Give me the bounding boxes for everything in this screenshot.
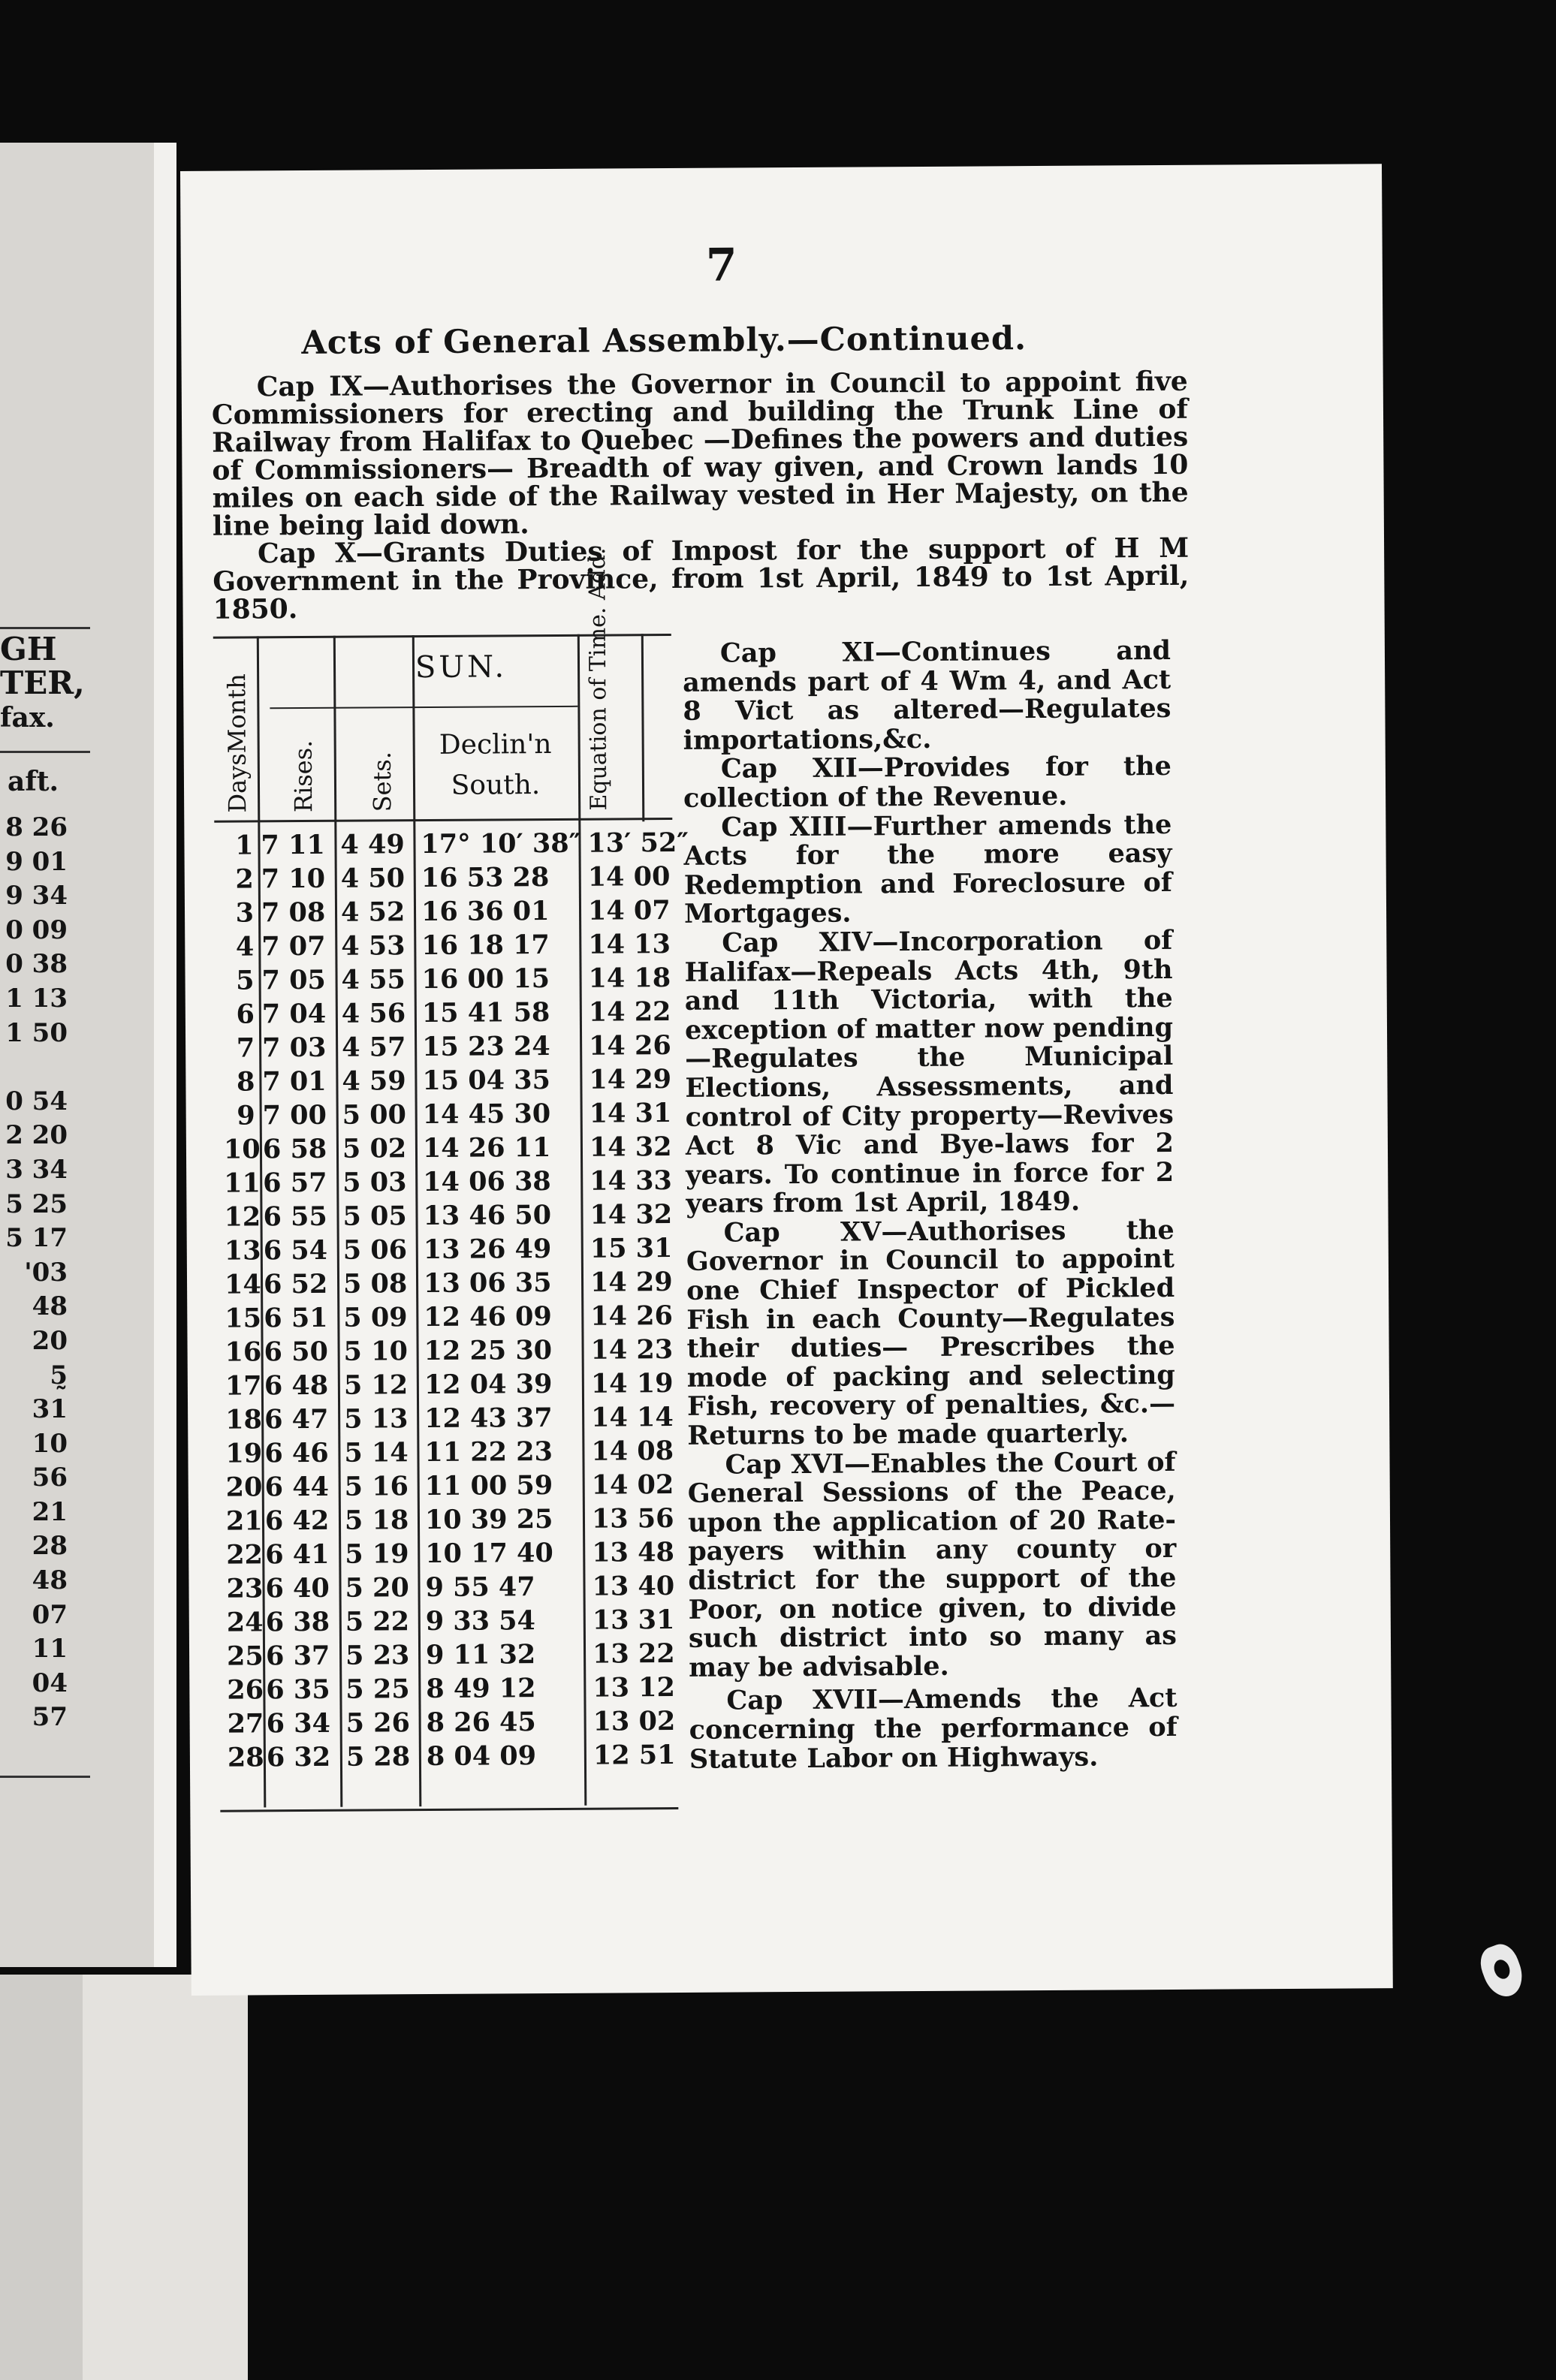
declination-cell: 16 18 17 — [421, 929, 550, 962]
day-cell: 24 — [226, 1607, 264, 1638]
left-page-value: 3 34 — [5, 1154, 68, 1185]
sets-cell: 5 02 — [342, 1133, 407, 1164]
left-page-value: 48 — [32, 1291, 68, 1322]
left-page-value: 07 — [32, 1599, 68, 1630]
cap-xv-paragraph: Cap XV—Authorises the Governor in Council to appoint one Chief Inspector of Pickled Fish in each County—Regulates their duties— Prescribes the mode of packing and selecting Fish, recovery of penalties, &c.—Returns to be made quarterly. — [686, 1214, 1176, 1451]
rises-header: Rises. — [288, 740, 318, 813]
rises-cell: 6 54 — [263, 1234, 328, 1267]
declination-cell: 11 00 59 — [424, 1470, 553, 1502]
left-page-value: 9 01 — [5, 846, 68, 877]
table-row — [219, 1672, 677, 1709]
declination-cell: 12 04 39 — [424, 1369, 553, 1401]
sets-cell: 4 50 — [340, 863, 406, 894]
day-cell: 4 — [235, 931, 255, 963]
sets-cell: 4 55 — [341, 964, 406, 996]
page-gutter — [154, 143, 176, 1967]
declination-cell: 9 11 32 — [425, 1639, 536, 1671]
rises-cell: 7 05 — [261, 964, 326, 996]
table-row — [215, 929, 673, 966]
left-page-bottom-shade — [0, 1975, 83, 2380]
declination-cell: 12 25 30 — [424, 1335, 553, 1367]
day-cell: 3 — [235, 897, 255, 929]
left-page-rule-3 — [0, 1776, 90, 1778]
table-row — [217, 1233, 675, 1270]
left-page-heading-3: fax. — [0, 702, 55, 734]
day-cell: 15 — [225, 1303, 262, 1334]
sets-cell: 5 05 — [342, 1201, 407, 1232]
sets-cell: 5 00 — [342, 1099, 407, 1131]
right-column-paragraphs — [683, 634, 1178, 1775]
equation-cell: 14 18 — [588, 963, 671, 994]
table-row — [217, 1300, 675, 1337]
sets-cell: 5 09 — [343, 1302, 408, 1333]
equation-cell: 14 08 — [591, 1436, 674, 1467]
left-page-value: 5 17 — [5, 1223, 68, 1254]
equation-cell: 14 29 — [589, 1064, 672, 1095]
equation-header: Equation of Time. Add. — [584, 547, 613, 811]
sets-cell: 5 14 — [344, 1437, 409, 1469]
rises-cell: 6 55 — [263, 1201, 327, 1233]
sun-header: SUN. — [415, 649, 508, 685]
sets-cell: 5 08 — [342, 1268, 408, 1300]
declination-cell: 8 49 12 — [426, 1673, 536, 1705]
page-number: 7 — [705, 239, 737, 292]
table-row — [216, 1064, 674, 1101]
table-row — [217, 1334, 675, 1371]
equation-cell: 14 22 — [588, 996, 671, 1028]
equation-cell: 13′ 52″ — [587, 827, 689, 859]
left-page-value: '03 — [24, 1257, 68, 1288]
declination-cell: 15 41 58 — [421, 997, 550, 1029]
sets-cell: 4 56 — [341, 998, 406, 1029]
declination-cell: 11 22 23 — [424, 1436, 553, 1469]
rises-cell: 6 42 — [264, 1505, 330, 1537]
left-page-value: 21 — [32, 1496, 68, 1527]
rises-cell: 7 03 — [262, 1032, 327, 1064]
left-page-value: 20 — [32, 1325, 68, 1356]
intro-paragraphs — [211, 365, 1190, 625]
sets-cell: 5 13 — [344, 1403, 409, 1435]
equation-cell: 14 07 — [587, 895, 671, 926]
table-row — [219, 1469, 677, 1506]
cap-xiv-paragraph: Cap XIV—Incorporation of Halifax—Repeals Acts 4th, 9th and 11th Victoria, with the exception of matter now pending—Regulates the Municipal Elections, Assessments, and control of City property—Revives Act 8 Vic and Bye-laws for 2 years. To continue in force for 2 years from 1st April, 1849. — [684, 924, 1175, 1220]
sets-cell: 5 26 — [345, 1707, 411, 1739]
sets-cell: 5 28 — [345, 1741, 411, 1773]
equation-cell: 14 14 — [591, 1402, 674, 1433]
equation-cell: 13 12 — [593, 1672, 676, 1704]
day-cell: 17 — [225, 1370, 262, 1402]
left-page-value: 2 20 — [5, 1120, 68, 1151]
page-title: Acts of General Assembly.—Continued. — [301, 320, 1027, 363]
day-cell: 16 — [225, 1336, 262, 1368]
rises-cell: 6 46 — [264, 1437, 329, 1469]
day-cell: 19 — [225, 1438, 263, 1469]
declination-cell: 13 46 50 — [423, 1200, 552, 1232]
equation-cell: 13 40 — [592, 1571, 675, 1602]
declination-cell: 9 33 54 — [425, 1605, 536, 1637]
left-page-value: 9 34 — [5, 881, 68, 911]
rises-cell: 6 44 — [264, 1471, 330, 1503]
table-row — [220, 1740, 678, 1776]
day-cell: 10 — [223, 1134, 261, 1165]
day-cell: 13 — [224, 1235, 261, 1267]
sun-table — [213, 547, 689, 1773]
declination-cell: 14 06 38 — [423, 1166, 551, 1198]
sets-cell: 4 52 — [340, 896, 406, 928]
rises-cell: 6 47 — [264, 1403, 329, 1436]
equation-cell: 13 31 — [592, 1604, 675, 1636]
left-page-value: 48 — [32, 1565, 68, 1596]
left-page-rule — [0, 627, 90, 629]
rises-cell: 6 52 — [263, 1268, 328, 1300]
rises-cell: 7 07 — [261, 930, 326, 963]
rises-cell: 7 10 — [261, 863, 326, 895]
declination-header — [417, 725, 575, 806]
sets-cell: 4 53 — [341, 930, 406, 962]
equation-cell: 14 26 — [590, 1300, 674, 1332]
table-row — [219, 1537, 677, 1574]
left-page-value: 0 38 — [5, 949, 68, 980]
table-row — [216, 996, 674, 1033]
table-row — [218, 1402, 676, 1439]
cap-ix-paragraph: Cap IX—Authorises the Governor in Council to appoint five Commissioners for erecting and building the Trunk Line of Railway from Halifax to Quebec —Defines the powers and duties of Commissioners— Breadth of way given, and Crown lands 10 miles on each side of the Railway vested in Her Majesty, on the line being laid down. — [211, 365, 1189, 542]
table-row — [215, 861, 673, 898]
declination-cell: 16 53 28 — [421, 862, 550, 894]
sets-cell: 5 03 — [342, 1167, 407, 1198]
sets-cell: 5 18 — [344, 1505, 409, 1536]
day-cell: 14 — [224, 1269, 261, 1300]
declination-cell: 13 06 35 — [423, 1267, 552, 1300]
cap-xvii-paragraph: Cap XVII—Amends the Act concerning the performance of Statute Labor on Highways. — [689, 1683, 1178, 1775]
table-row — [215, 895, 673, 932]
left-page-value: 1 50 — [5, 1017, 68, 1048]
sets-cell: 5 06 — [342, 1234, 408, 1266]
declination-cell: 12 43 37 — [424, 1402, 553, 1435]
rises-cell: 6 35 — [266, 1674, 330, 1706]
declination-cell: 9 55 47 — [425, 1571, 535, 1604]
equation-cell: 13 48 — [592, 1537, 674, 1568]
equation-cell: 14 13 — [588, 929, 671, 960]
declination-header-line1: Declin'n — [439, 728, 552, 761]
equation-cell: 14 31 — [589, 1098, 672, 1129]
rises-cell: 6 38 — [265, 1606, 330, 1638]
left-page-value: 5 25 — [5, 1188, 68, 1219]
rises-cell: 6 58 — [262, 1133, 327, 1165]
left-page-value: 28 — [32, 1531, 68, 1562]
left-page-value: 10 — [32, 1428, 68, 1459]
sets-cell: 5 20 — [345, 1572, 409, 1604]
left-page-rule-2 — [0, 751, 90, 753]
table-row — [216, 1131, 674, 1168]
rises-cell: 6 32 — [266, 1741, 331, 1773]
rises-cell: 6 37 — [265, 1640, 330, 1672]
declination-cell: 14 26 11 — [422, 1132, 551, 1164]
rises-cell: 6 40 — [265, 1572, 330, 1604]
day-cell: 23 — [226, 1573, 264, 1604]
sets-cell: 4 57 — [342, 1032, 406, 1063]
day-cell: 26 — [227, 1674, 264, 1706]
day-cell: 22 — [226, 1539, 264, 1571]
left-page-heading-1: GH — [0, 631, 57, 667]
sets-cell: 4 49 — [340, 829, 405, 860]
table-row — [217, 1267, 675, 1303]
day-cell: 1 — [235, 830, 254, 861]
equation-cell: 14 32 — [590, 1199, 673, 1231]
cap-xiii-paragraph: Cap XIII—Further amends the Acts for the more easy Redemption and Foreclosure of Mortgages. — [683, 809, 1172, 930]
cap-xii-paragraph: Cap XII—Provides for the collection of the Revenue. — [683, 751, 1172, 814]
day-cell: 8 — [236, 1066, 255, 1098]
table-row — [220, 1706, 678, 1743]
sets-cell: 5 22 — [345, 1606, 410, 1637]
table-row — [216, 1098, 674, 1134]
sets-cell: 5 10 — [343, 1336, 408, 1367]
declination-cell: 16 36 01 — [421, 896, 550, 928]
left-page-value: 31 — [32, 1394, 68, 1425]
equation-cell: 14 19 — [590, 1368, 674, 1399]
table-row — [215, 963, 673, 999]
left-page-value: 0 09 — [5, 914, 68, 945]
day-cell: 28 — [227, 1742, 264, 1773]
declination-header-line2: South. — [451, 770, 541, 801]
sets-header: Sets. — [367, 751, 397, 812]
left-page-value: 11 — [32, 1634, 68, 1664]
equation-cell: 15 31 — [590, 1233, 673, 1264]
declination-cell: 10 39 25 — [424, 1504, 553, 1536]
rises-cell: 7 11 — [261, 829, 325, 861]
equation-cell: 13 22 — [592, 1638, 675, 1670]
left-page-heading-2: TER, — [0, 664, 85, 701]
left-page-value: 0 54 — [5, 1086, 68, 1116]
day-cell: 18 — [225, 1404, 263, 1436]
rises-cell: 7 01 — [262, 1065, 327, 1098]
declination-cell: 16 00 15 — [421, 963, 550, 996]
left-page-value: 1 13 — [5, 983, 68, 1014]
rises-cell: 6 41 — [265, 1538, 330, 1571]
table-row — [219, 1604, 677, 1641]
equation-cell: 14 23 — [590, 1334, 674, 1366]
day-cell: 11 — [224, 1167, 261, 1199]
left-page-value: 5̰ — [50, 1360, 68, 1390]
sets-cell: 5 12 — [343, 1369, 409, 1401]
cap-xvi-paragraph: Cap XVI—Enables the Court of General Sessions of the Peace, upon the application of 20 Rate-payers within any county or district for the support of the Poor, on notice given, to divide such district into so many as may be advisable. — [687, 1446, 1178, 1683]
left-page-value: 57 — [32, 1702, 68, 1733]
equation-cell: 14 26 — [589, 1030, 671, 1062]
left-page-col-label: aft. — [8, 766, 59, 797]
table-row — [216, 1165, 674, 1202]
equation-cell: 12 51 — [593, 1740, 676, 1771]
rises-cell: 7 00 — [262, 1099, 327, 1131]
equation-cell: 13 56 — [591, 1503, 674, 1535]
rises-cell: 6 48 — [264, 1369, 329, 1402]
table-row — [214, 827, 689, 864]
rises-cell: 6 51 — [264, 1302, 328, 1334]
left-page-value: 8 26 — [5, 812, 68, 842]
table-row — [216, 1030, 674, 1067]
declination-cell: 17° 10′ 38″ — [421, 827, 581, 860]
sets-cell: 4 59 — [342, 1065, 406, 1097]
day-cell: 2 — [235, 863, 254, 895]
sets-cell: 5 23 — [345, 1640, 410, 1671]
day-cell: 27 — [227, 1708, 264, 1740]
table-row — [219, 1503, 677, 1540]
declination-cell: 12 46 09 — [424, 1301, 552, 1333]
declination-cell: 15 04 35 — [422, 1065, 551, 1097]
rises-cell: 7 08 — [261, 896, 326, 929]
declination-cell: 15 23 24 — [422, 1031, 550, 1063]
equation-cell: 14 33 — [590, 1165, 672, 1197]
sets-cell: 5 16 — [344, 1471, 409, 1502]
declination-cell: 14 45 30 — [422, 1098, 551, 1131]
left-page-value: 04 — [32, 1668, 68, 1698]
sets-cell: 5 25 — [345, 1674, 410, 1705]
left-page-value — [0, 1050, 68, 1085]
day-cell: 7 — [236, 1032, 255, 1064]
declination-cell: 10 17 40 — [425, 1538, 553, 1570]
rises-cell: 6 57 — [263, 1167, 327, 1199]
declination-cell: 13 26 49 — [423, 1234, 552, 1266]
left-page-values — [0, 811, 68, 1735]
table-row — [218, 1368, 676, 1405]
cap-xi-paragraph: Cap XI—Continues and amends part of 4 Wm 4, and Act 8 Vict as altered—Regulates importations,&c. — [683, 634, 1172, 756]
equation-cell: 14 02 — [591, 1469, 674, 1501]
days-month-header: DaysMonth — [222, 673, 252, 813]
table-row — [218, 1436, 676, 1472]
day-cell: 25 — [226, 1640, 264, 1672]
equation-cell: 13 02 — [593, 1706, 676, 1737]
rises-cell: 7 04 — [261, 998, 327, 1030]
table-row — [219, 1638, 677, 1675]
table-row — [216, 1199, 674, 1236]
rises-cell: 6 50 — [264, 1336, 328, 1368]
declination-cell: 8 04 09 — [426, 1740, 537, 1773]
equation-cell: 14 00 — [587, 861, 671, 893]
day-cell: 6 — [236, 999, 255, 1030]
day-cell: 9 — [237, 1100, 255, 1131]
table-row — [219, 1571, 677, 1607]
declination-cell: 8 26 45 — [426, 1707, 536, 1739]
sets-cell: 5 19 — [345, 1538, 409, 1570]
day-cell: 12 — [224, 1201, 261, 1233]
equation-cell: 14 29 — [590, 1267, 673, 1298]
day-cell: 20 — [225, 1472, 263, 1503]
day-cell: 5 — [236, 965, 255, 996]
day-cell: 21 — [225, 1505, 263, 1537]
almanac-page — [180, 164, 1393, 1996]
equation-cell: 14 32 — [589, 1131, 672, 1163]
cap-x-paragraph: Cap X—Grants Duties of Impost for the support of H M Government in the Province, from 1st April, 1849 to 1st April, 1850. — [213, 532, 1190, 625]
rises-cell: 6 34 — [266, 1707, 331, 1740]
left-page-value: 56 — [32, 1463, 68, 1493]
